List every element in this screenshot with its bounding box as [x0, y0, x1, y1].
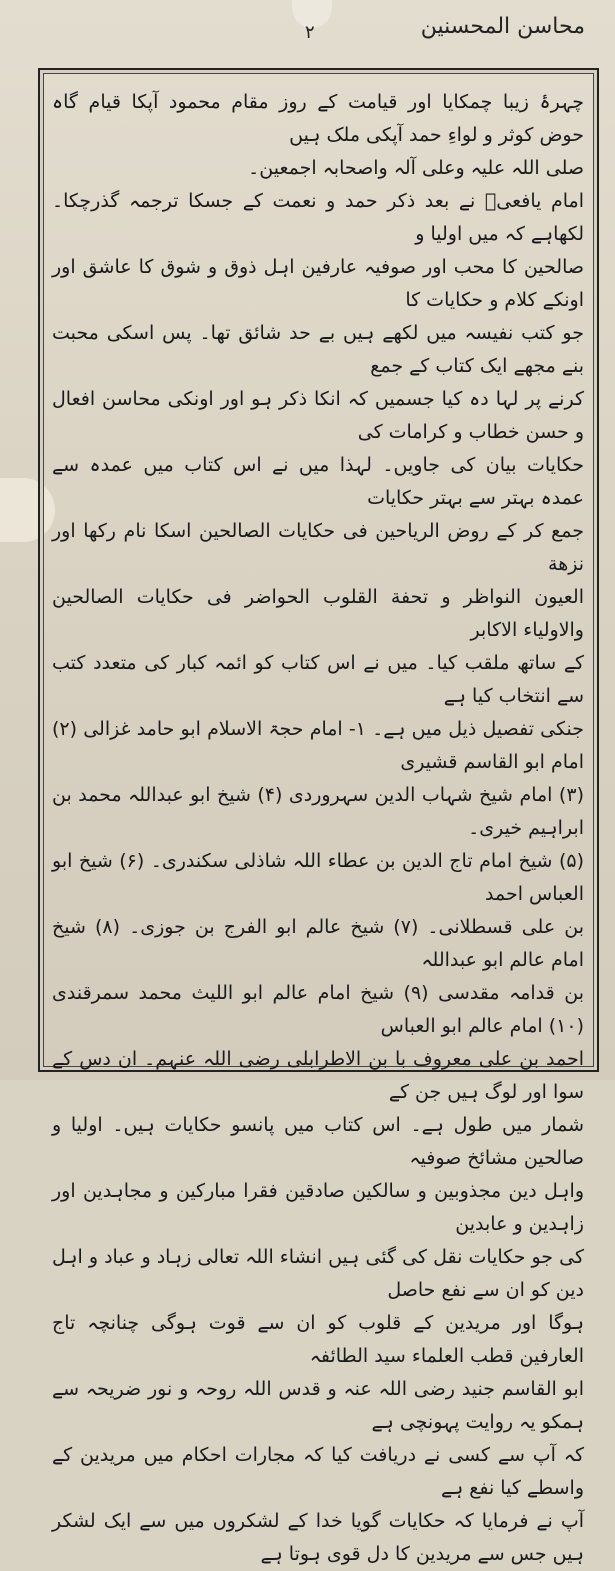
page-header-title: محاسن المحسنین: [420, 14, 585, 39]
text-line: احمد بن علی معروف با بن الاطرابلی رضی اللہ عنہم۔ ان دس کے سوا اور لوگ ہیں جن کے: [52, 1048, 584, 1103]
body-text: [52, 86, 584, 1565]
text-line: بن قدامہ مقدسی (۹) شیخ امام عالم ابو اللیث محمد سمرقندی (۱۰) امام عالم ابو العباس: [52, 982, 584, 1037]
text-line: کرنے پر لہا دہ کیا جسمیں کہ انکا ذکر ہو اور اونکی محاسن افعال و حسن خطاب و کرامات کی: [52, 388, 584, 443]
text-line: (۵) شیخ امام تاج الدین بن عطاء اللہ شاذلی سکندری۔ (۶) شیخ ابو العباس احمد: [52, 850, 584, 905]
text-line: ابو القاسم جنید رضی اللہ عنہ و قدس اللہ روحہ و نور ضریحہ سے ہمکو یہ روایت پہونچی ہے: [52, 1378, 584, 1433]
page-number: ۲: [305, 22, 315, 43]
text-line: حکایات بیان کی جاویں۔ لہذا میں نے اس کتاب میں عمدہ سے عمدہ بہتر سے بہتر حکایات: [52, 454, 584, 509]
text-line: کی جو حکایات نقل کی گئی ہیں انشاء اللہ تعالی زہاد و عباد و اہل دین کو ان سے نفع حاصل: [52, 1246, 584, 1301]
text-line: العیون النواظر و تحفة القلوب الحواضر فی حکایات الصالحین والاولیاء الاکابر: [52, 586, 584, 641]
text-line: جنکی تفصیل ذیل میں ہے۔ ۱- امام حجۃ الاسلام ابو حامد غزالی (۲) امام ابو القاسم قشیری: [52, 718, 584, 773]
text-line: واہل دین مجذوبین و سالکین صادقین فقرا مبارکین و مجاہدین اور زاہدین و عابدین: [52, 1180, 584, 1235]
text-line: جو کتب نفیسہ میں لکھے ہیں بے حد شائق تھا۔ پس اسکی محبت بنے مجھے ایک کتاب کے جمع: [52, 322, 584, 377]
text-line: شمار میں طول ہے۔ اس کتاب میں پانسو حکایات ہیں۔ اولیا و صالحین مشائخ صوفیہ: [52, 1114, 584, 1169]
text-line: کے ساتھ ملقب کیا۔ میں نے اس کتاب کو ائمہ کبار کی متعدد کتب سے انتخاب کیا ہے: [52, 652, 584, 707]
text-line: بن علی قسطلانی۔ (۷) شیخ عالم ابو الفرج بن جوزی۔ (۸) شیخ امام عالم ابو عبداللہ: [52, 916, 584, 971]
text-line: صلی اللہ علیہ وعلی آلہ واصحابہ اجمعین۔: [248, 157, 584, 179]
text-line: آپ نے فرمایا کہ حکایات گویا خدا کے لشکروں میں سے ایک لشکر ہیں جس سے مریدین کا دل قوی ہوتا ہے: [52, 1510, 584, 1565]
text-line: (۳) امام شیخ شہاب الدین سہروردی (۴) شیخ ابو عبداللہ محمد بن ابراہیم خیری۔: [52, 784, 584, 839]
text-line: صالحین کا محب اور صوفیہ عارفین اہل ذوق و شوق کا عاشق اور اونکے کلام و حکایات کا: [52, 256, 584, 311]
text-line: کہ آپ سے کسی نے دریافت کیا کہ مجارات احکام میں مریدین کے واسطے کیا نفع ہے: [52, 1444, 584, 1499]
text-line: امام یافعیؒ نے بعد ذکر حمد و نعمت کے جسکا ترجمہ گذرچکا۔ لکھاہے کہ میں اولیا و: [52, 190, 584, 245]
text-line: چہرۂ زیبا چمکایا اور قیامت کے روز مقام محمود آپکا قیام گاہ حوض کوثر و لواءِ حمد آپکی ملک ہیں: [52, 91, 584, 146]
text-line: جمع کر کے روض الریاحین فی حکایات الصالحین اسکا نام رکھا اور نزهة: [52, 520, 584, 575]
text-line: ہوگا اور مریدین کے قلوب کو ان سے قوت ہوگی چنانچہ تاج العارفین قطب العلماء سید الطائفہ: [52, 1312, 584, 1367]
